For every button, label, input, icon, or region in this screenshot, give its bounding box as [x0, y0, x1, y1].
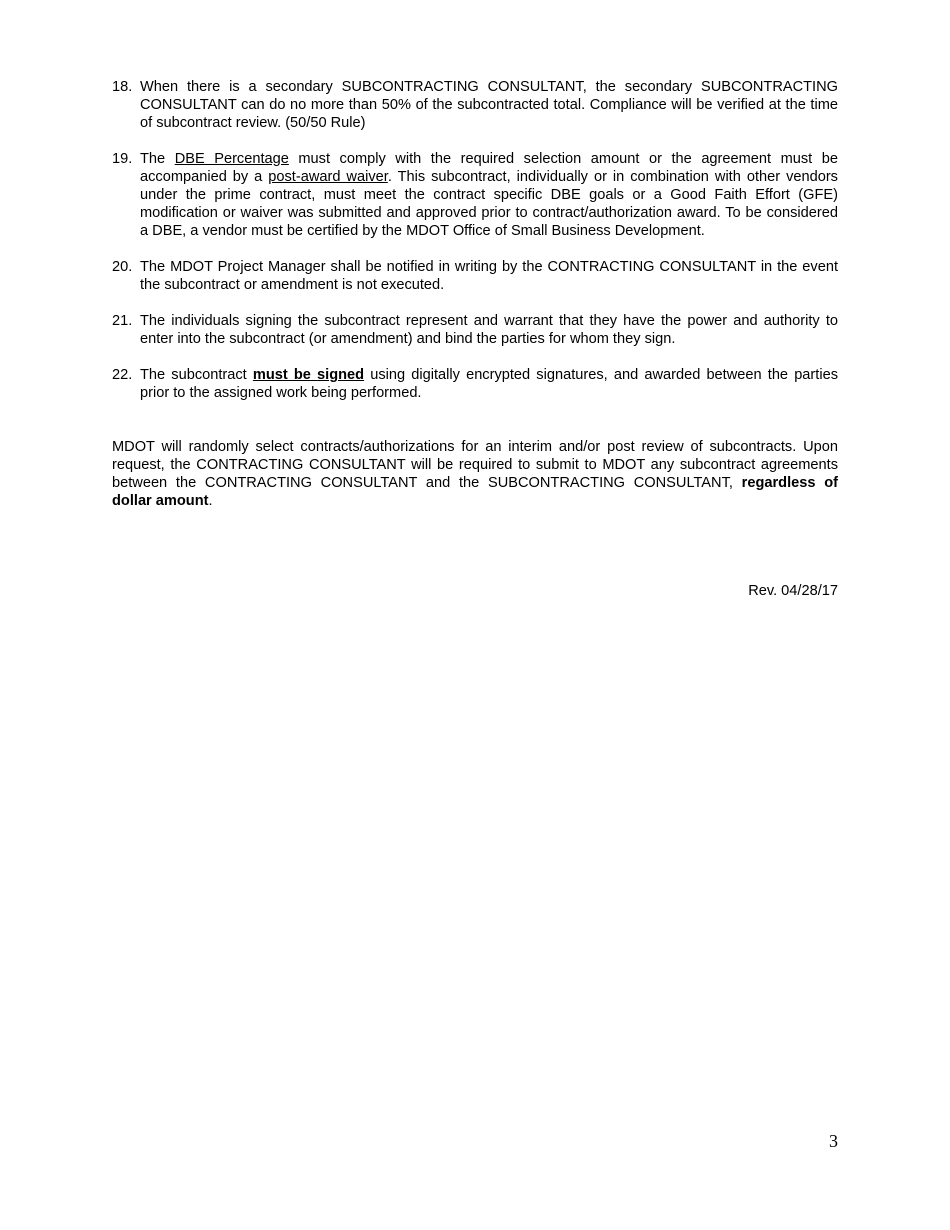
document-body [112, 78, 838, 600]
closing-paragraph [112, 438, 838, 510]
item-text [140, 366, 838, 402]
list-item-18 [112, 78, 838, 132]
item-text-part: The subcontract [140, 367, 253, 383]
item-number: 21. [112, 313, 133, 329]
item-text: When there is a secondary SUBCONTRACTING CONSULTANT, the secondary SUBCONTRACTING CONSULTANT can do no more than 50% of the subcontracted total. Compliance will be verified at the time of subcontract review. (50/50 Rule) [140, 79, 838, 131]
list-item-22 [112, 366, 838, 402]
item-number: 18. [112, 79, 133, 95]
item-text-part: The [140, 151, 175, 167]
item-text: The MDOT Project Manager shall be notified in writing by the CONTRACTING CONSULTANT in the event the subcontract or amendment is not executed. [140, 259, 838, 293]
closing-emphasis: regardless of dollar amount [112, 475, 839, 509]
item-text [140, 150, 838, 240]
dbe-percentage-term: DBE Percentage [174, 151, 289, 167]
must-be-signed-emphasis: must be signed [252, 367, 365, 383]
item-text-part: . This subcontract, individually or in combination with other vendors under the prime contract, must meet the contract specific DBE goals or a Good Faith Effort (GFE) modification or waiver was submitted and approved prior to contract/authorization award. To be considered a DBE, a vendor must be certified by the MDOT Office of Small Business Development. [140, 169, 838, 239]
page-number: 3 [829, 1131, 838, 1151]
revision-date: Rev. 04/28/17 [748, 583, 838, 599]
item-text-part: must comply with the required selection amount or the agreement must be accompanied by a [140, 151, 838, 185]
item-number: 19. [112, 151, 133, 167]
closing-text: MDOT will randomly select contracts/authorizations for an interim and/or post review of subcontracts. Upon request, the CONTRACTING CONSULTANT will be required to submit to MDOT any subcontract agreements between the CONTRACTING CONSULTANT and the SUBCONTRACTING CONSULTANT, [112, 439, 838, 491]
item-text: The individuals signing the subcontract represent and warrant that they have the power and authority to enter into the subcontract (or amendment) and bind the parties for whom they sign. [140, 313, 838, 347]
item-number: 22. [112, 367, 133, 383]
list-item-19 [112, 150, 838, 240]
closing-end: . [208, 493, 213, 509]
item-number: 20. [112, 259, 133, 275]
item-text-part: using digitally encrypted signatures, and awarded between the parties prior to the assigned work being performed. [140, 367, 838, 401]
post-award-waiver-term: post-award waiver [268, 169, 388, 185]
list-item-21 [112, 312, 838, 348]
list-item-20 [112, 258, 838, 294]
